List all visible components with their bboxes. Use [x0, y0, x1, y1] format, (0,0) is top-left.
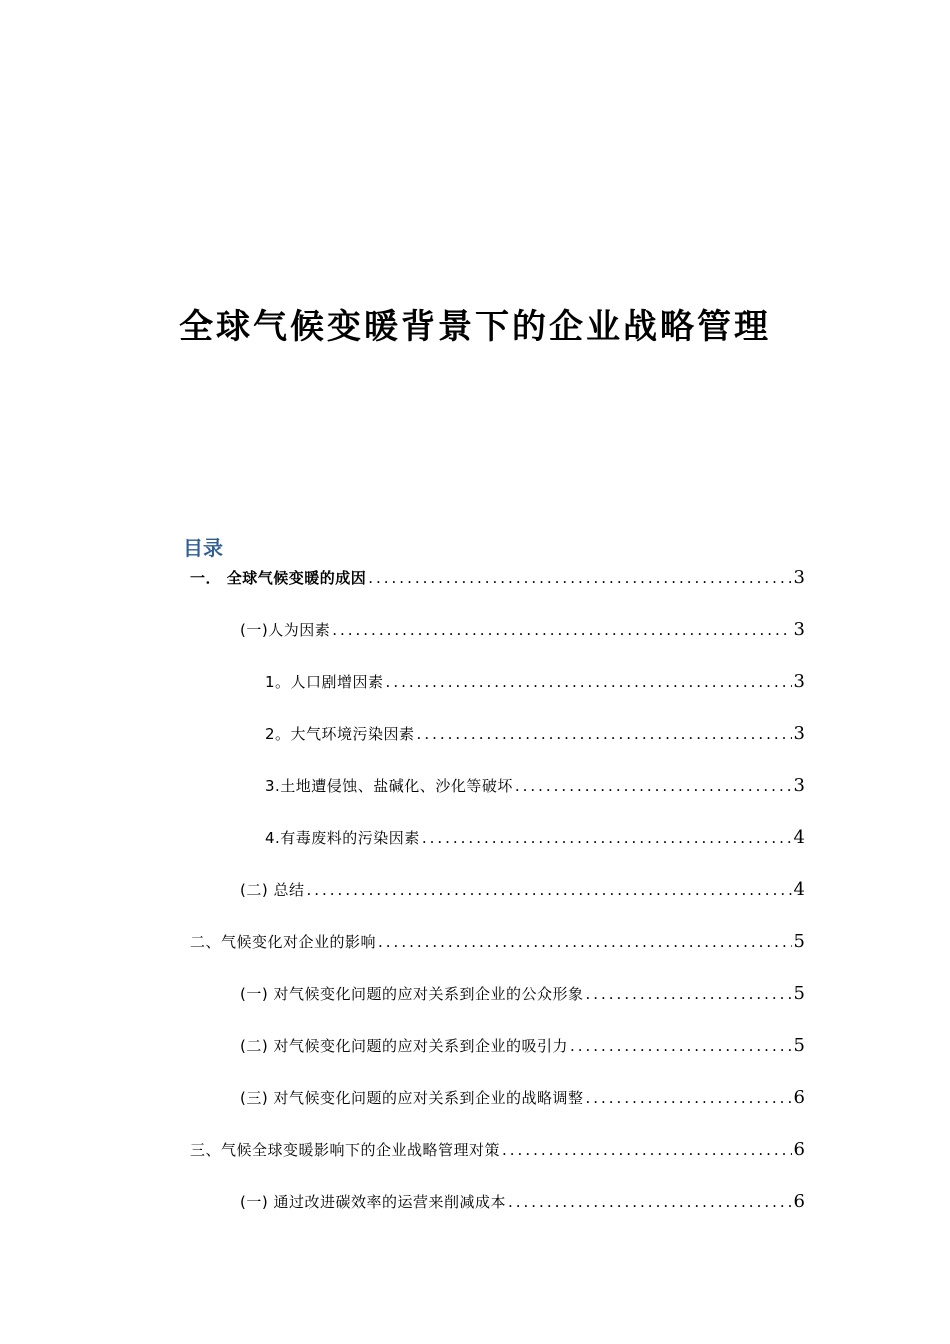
- toc-leader-dots: [502, 1137, 792, 1163]
- toc-leader-dots: [378, 929, 792, 955]
- toc-leader-dots: [422, 825, 792, 851]
- toc-entry-page: 5: [793, 983, 805, 1004]
- toc-leader-dots: [332, 617, 791, 643]
- toc-entry[interactable]: [265, 825, 805, 851]
- toc-entry[interactable]: [265, 773, 805, 799]
- toc-entry-page: 6: [793, 1139, 805, 1160]
- toc-entry[interactable]: [190, 929, 805, 955]
- toc-leader-dots: [306, 877, 791, 903]
- toc-leader-dots: [585, 981, 791, 1007]
- toc-entry[interactable]: [240, 877, 805, 903]
- toc-entry-text: (二) 总结: [240, 881, 305, 899]
- toc-entry-page: 5: [793, 931, 805, 952]
- toc-entry-page: 3: [793, 723, 805, 744]
- toc-entry[interactable]: [240, 1189, 805, 1215]
- toc-heading: 目录: [183, 536, 223, 560]
- toc-entry[interactable]: [190, 565, 805, 591]
- toc-entry-page: 4: [793, 879, 805, 900]
- toc-leader-dots: [386, 669, 792, 695]
- toc-entry-text: 1。人口剧增因素: [265, 673, 384, 691]
- toc-entry[interactable]: [240, 1033, 805, 1059]
- toc-entry[interactable]: [265, 669, 805, 695]
- toc-entry-text: 一． 全球气候变暖的成因: [190, 569, 367, 587]
- toc-entry-text: (一)人为因素: [240, 621, 331, 639]
- toc-entry[interactable]: [265, 721, 805, 747]
- toc-leader-dots: [368, 565, 791, 591]
- toc-leader-dots: [417, 721, 792, 747]
- toc-entry[interactable]: [190, 1137, 805, 1163]
- toc-leader-dots: [570, 1033, 792, 1059]
- toc-leader-dots: [585, 1085, 791, 1111]
- toc-entry-text: 2。大气环境污染因素: [265, 725, 415, 743]
- toc-entry-page: 3: [793, 567, 805, 588]
- toc-entry[interactable]: [240, 981, 805, 1007]
- toc-entry-text: (一) 通过改进碳效率的运营来削减成本: [240, 1193, 506, 1211]
- toc-entry-text: 二、气候变化对企业的影响: [190, 933, 377, 951]
- toc-entry-text: (一) 对气候变化问题的应对关系到企业的公众形象: [240, 985, 584, 1003]
- toc-entry-page: 3: [793, 775, 805, 796]
- toc-entry-page: 4: [793, 827, 805, 848]
- toc-entry-text: 3.土地遭侵蚀、盐碱化、沙化等破坏: [265, 777, 513, 795]
- toc-entry[interactable]: [240, 1085, 805, 1111]
- toc-entry[interactable]: [240, 617, 805, 643]
- toc-leader-dots: [508, 1189, 792, 1215]
- toc-leader-dots: [515, 773, 792, 799]
- document-title: 全球气候变暖背景下的企业战略管理: [179, 307, 771, 347]
- toc-entry-page: 3: [793, 671, 805, 692]
- toc-entry-text: (三) 对气候变化问题的应对关系到企业的战略调整: [240, 1089, 584, 1107]
- toc-entry-page: 6: [793, 1191, 805, 1212]
- toc-entry-text: 三、气候全球变暖影响下的企业战略管理对策: [190, 1141, 501, 1159]
- toc-entry-page: 3: [793, 619, 805, 640]
- toc-entry-text: 4.有毒废料的污染因素: [265, 829, 420, 847]
- toc-entry-text: (二) 对气候变化问题的应对关系到企业的吸引力: [240, 1037, 568, 1055]
- toc-entry-page: 6: [793, 1087, 805, 1108]
- toc-entry-page: 5: [793, 1035, 805, 1056]
